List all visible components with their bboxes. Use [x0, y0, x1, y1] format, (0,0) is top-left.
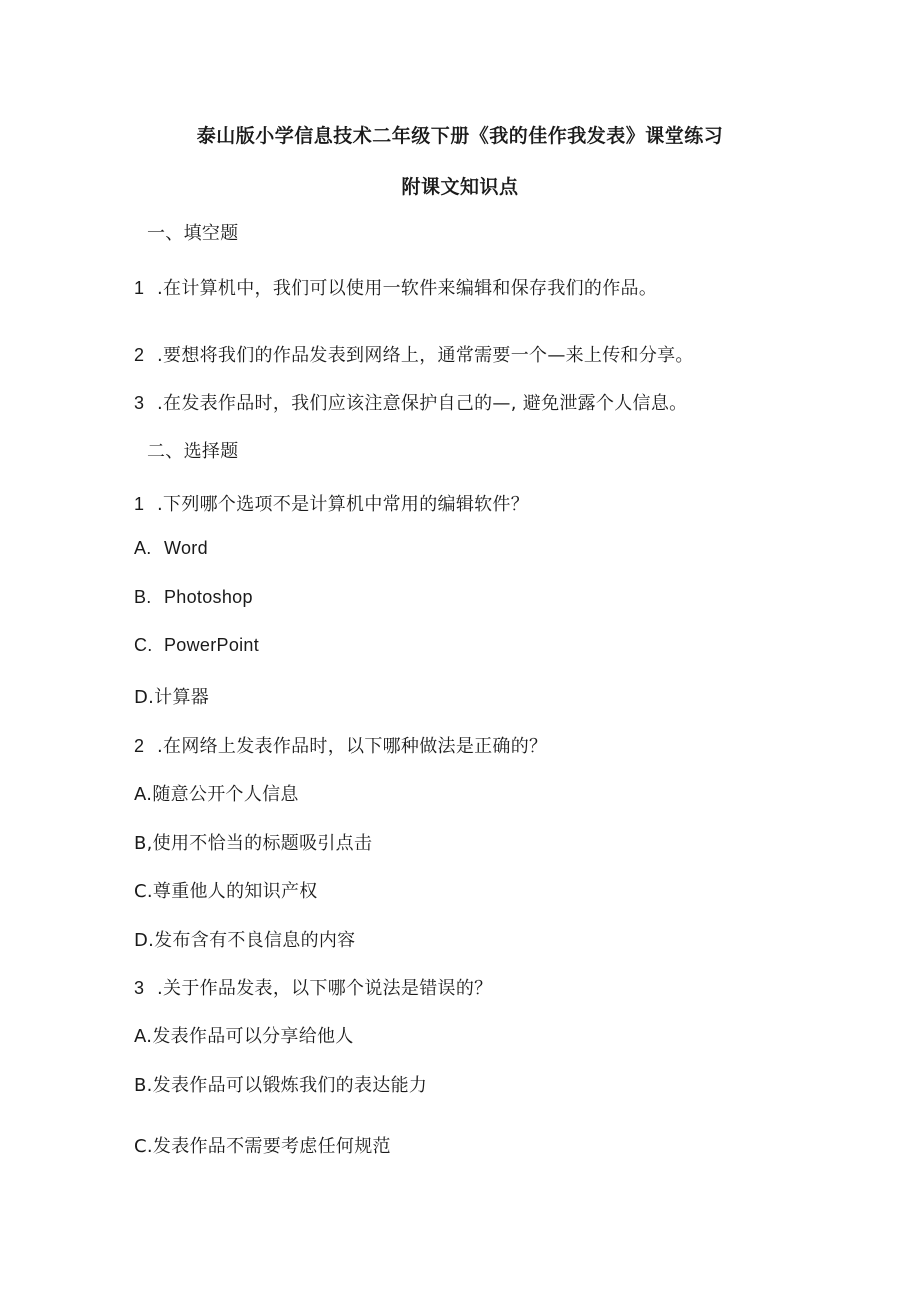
option-text: Word [164, 538, 208, 558]
document-title: 泰山版小学信息技术二年级下册《我的佳作我发表》课堂练习 [196, 125, 724, 147]
choice-q1-option-c [134, 635, 259, 656]
choice-q1-option-b [134, 587, 253, 608]
question-text: .在计算机中，我们可以使用一软件来编辑和保存我们的作品。 [157, 278, 658, 299]
question-number: 2 [134, 345, 145, 365]
question-text: .关于作品发表，以下哪个说法是错误的？ [157, 978, 493, 999]
option-letter: C. [134, 635, 153, 655]
option-letter: A. [134, 538, 152, 558]
choice-q2-option-a: A.随意公开个人信息 [134, 784, 299, 805]
choice-question-2 [134, 732, 547, 758]
choice-q3-option-c: C.发表作品不需要考虑任何规范 [134, 1136, 391, 1157]
choice-question-3 [134, 974, 492, 1000]
section-heading-choice: 二、选择题 [147, 441, 239, 462]
document-subtitle: 附课文知识点 [401, 176, 519, 198]
question-text: .在发表作品时，我们应该注意保护自己的—, 避免泄露个人信息。 [157, 393, 688, 414]
option-text: Photoshop [164, 587, 253, 607]
option-letter: B. [134, 587, 152, 607]
question-number: 3 [134, 978, 145, 998]
option-text: PowerPoint [164, 635, 260, 655]
question-number: 1 [134, 494, 145, 514]
question-text: .在网络上发表作品时，以下哪种做法是正确的？ [157, 736, 548, 757]
choice-question-1 [134, 490, 529, 516]
choice-q2-option-d: D.发布含有不良信息的内容 [134, 930, 356, 951]
choice-q1-option-d: D.计算器 [134, 687, 210, 708]
section-heading-fill-blank: 一、填空题 [147, 223, 239, 244]
fill-blank-question-3 [134, 389, 687, 415]
question-number: 3 [134, 393, 145, 413]
choice-q2-option-b: B,使用不恰当的标题吸引点击 [134, 833, 373, 854]
question-number: 1 [134, 278, 145, 298]
question-number: 2 [134, 736, 145, 756]
fill-blank-question-2 [134, 341, 694, 367]
choice-q3-option-a: A.发表作品可以分享给他人 [134, 1026, 354, 1047]
choice-q2-option-c: C.尊重他人的知识产权 [134, 881, 318, 902]
question-text: .下列哪个选项不是计算机中常用的编辑软件？ [157, 494, 530, 515]
question-text: .要想将我们的作品发表到网络上，通常需要一个—来上传和分享。 [157, 345, 694, 366]
choice-q1-option-a [134, 538, 208, 559]
fill-blank-question-1 [134, 274, 657, 300]
choice-q3-option-b: B.发表作品可以锻炼我们的表达能力 [134, 1075, 428, 1096]
